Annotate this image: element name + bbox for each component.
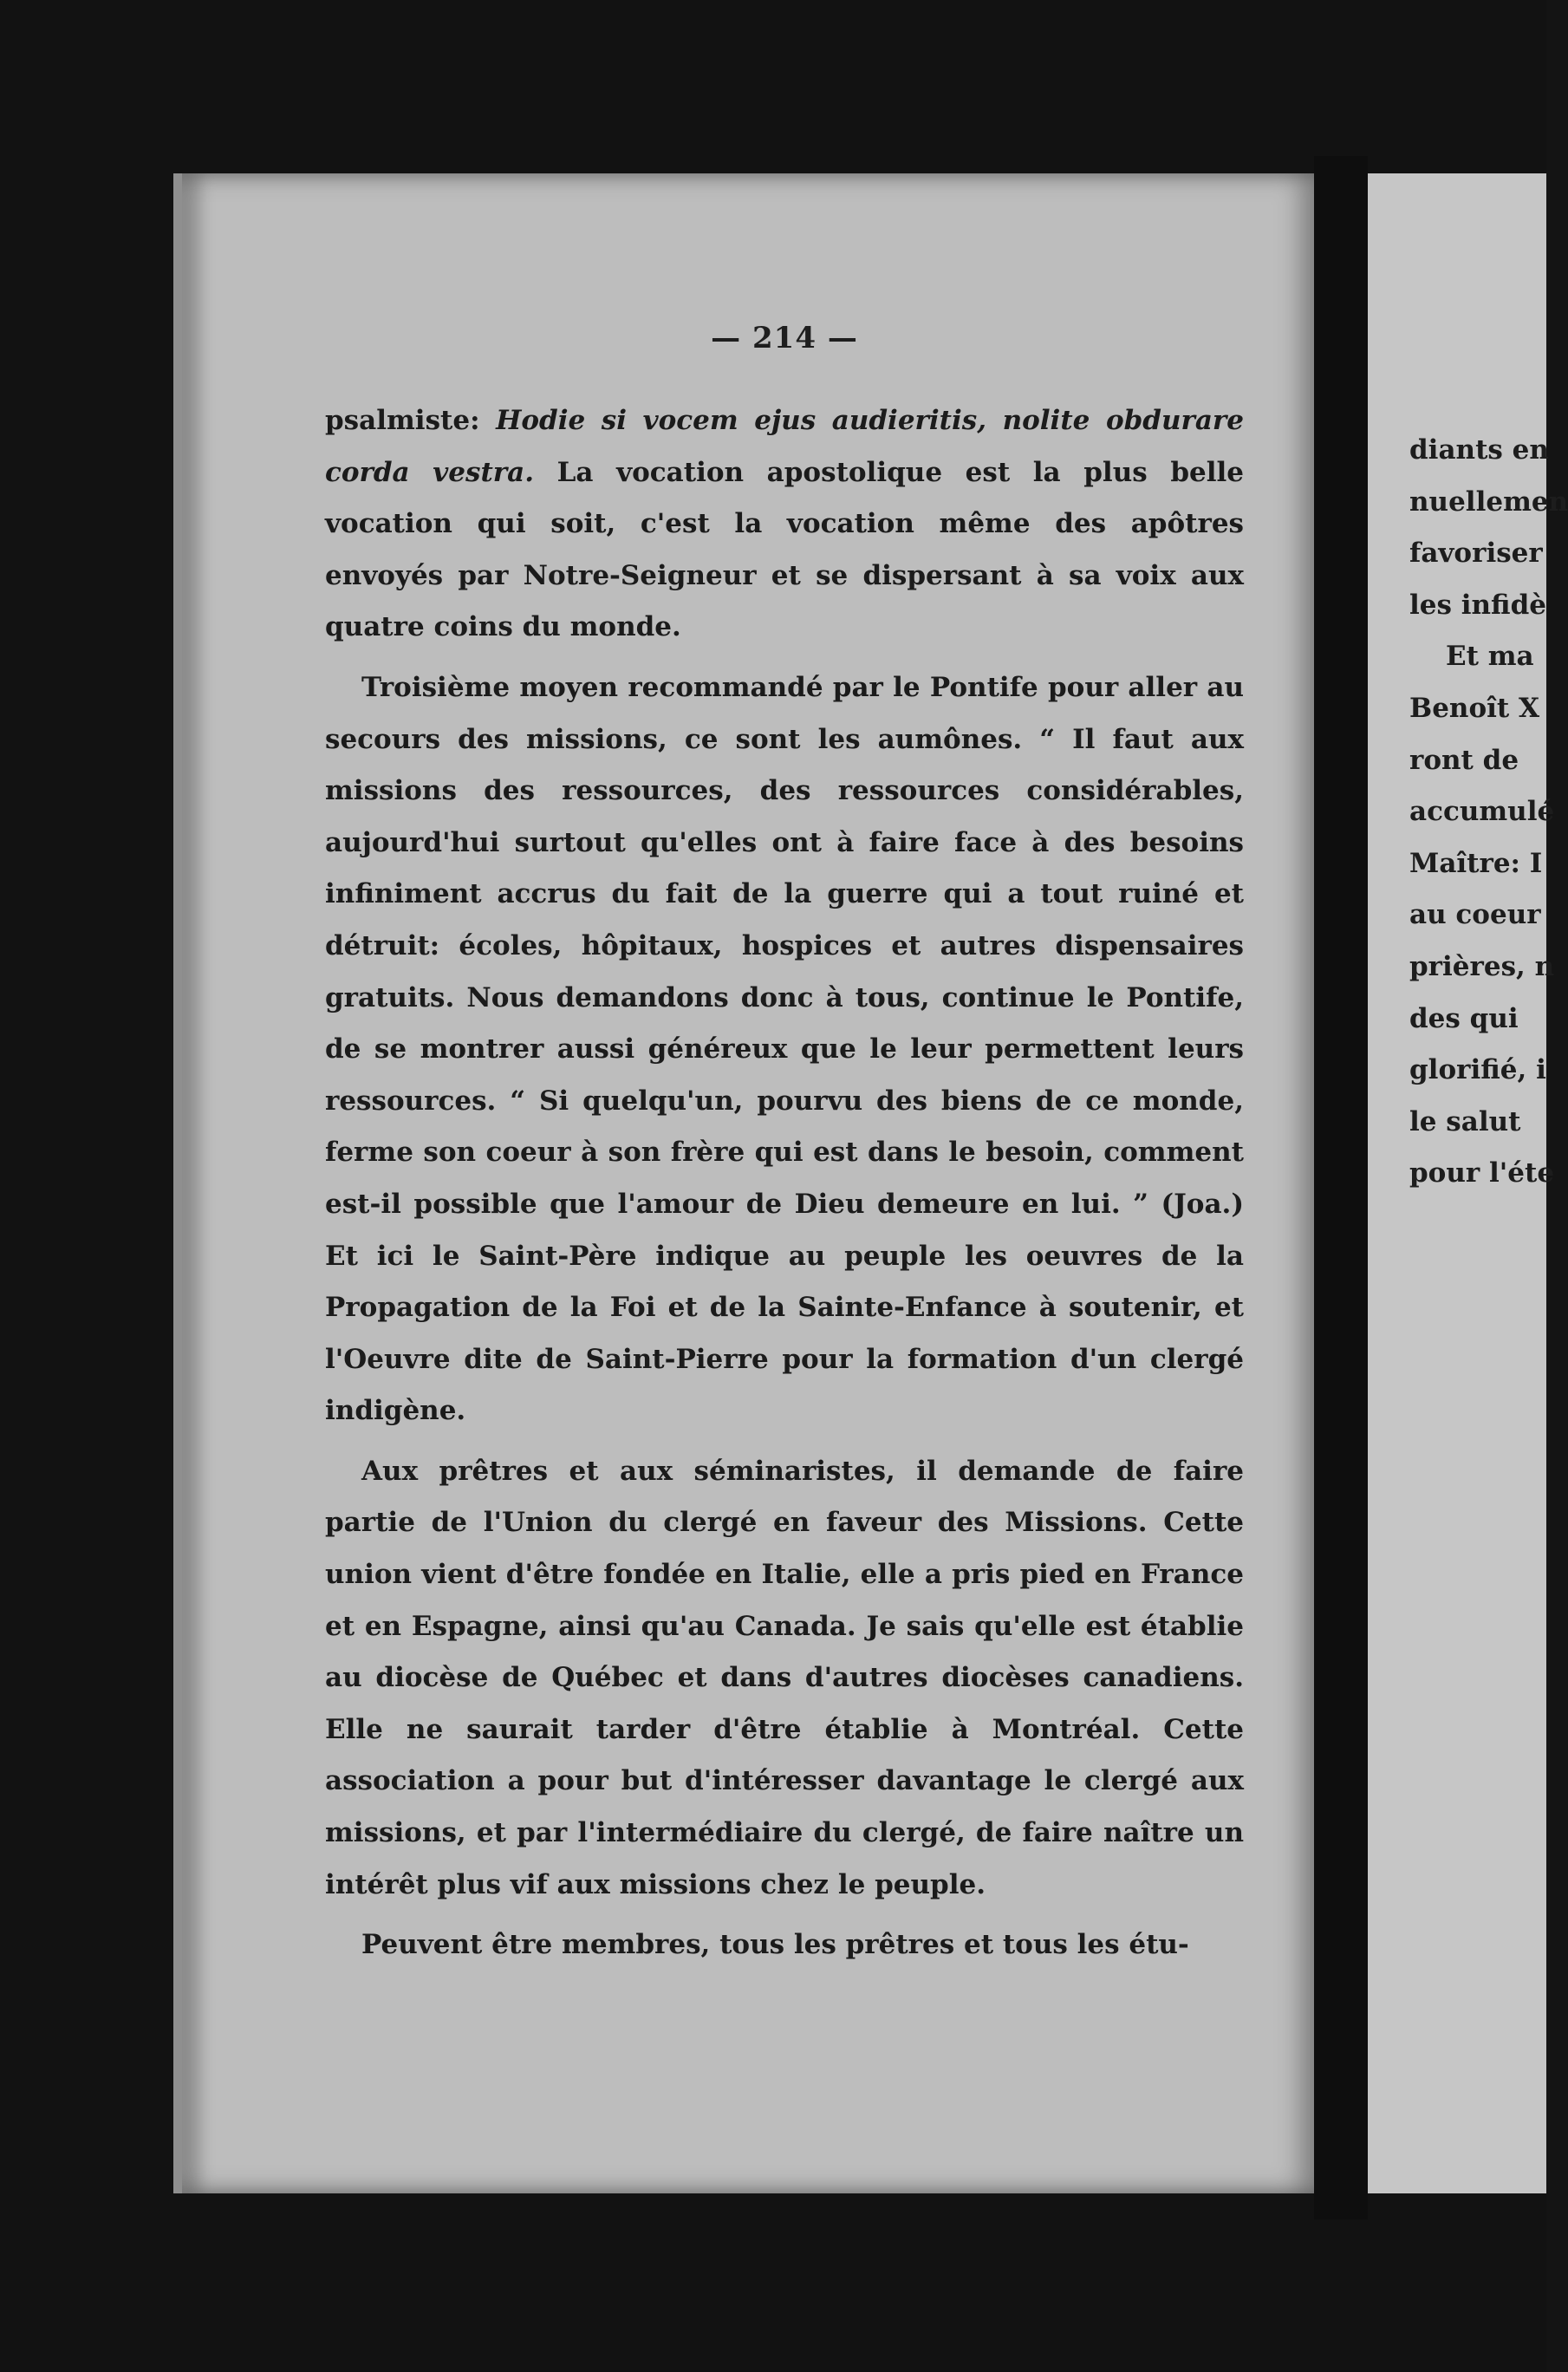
facing-page-line: des qui (1409, 1002, 1519, 1034)
facing-page-line: pour l'éte (1409, 1157, 1555, 1189)
paragraph (325, 395, 1244, 654)
facing-page (1368, 173, 1568, 2193)
facing-page-text (1409, 425, 1568, 1200)
paragraph-text: psalmiste: (325, 405, 497, 436)
facing-page-line: nuellemen (1409, 485, 1568, 518)
facing-page-line: les infidè (1409, 589, 1546, 621)
facing-page-line: Benoît X (1409, 692, 1540, 724)
paragraph (325, 1446, 1244, 1911)
page-content (325, 321, 1244, 1971)
book-page (173, 173, 1323, 2193)
paragraph (325, 1919, 1244, 1971)
facing-page-line: ront de (1409, 744, 1519, 776)
page-body (325, 395, 1244, 1971)
facing-page-line: accumulé (1409, 796, 1555, 828)
latin-quotation: Hodie si vocem ejus audieritis, nolite obdurare corda vestra. (325, 405, 1244, 488)
paragraph-text: Troisième moyen recommandé par le Pontife pour aller au secours des missions, ce sont les aumônes. “ Il faut aux missions des ressources, des ressources considérables, aujourd'hui surtout qu'elles ont à faire face à des besoins infiniment accrus du fait de la guerre qui a tout ruiné et détruit: écoles, hôpitaux, hospices et autres dispensaires gratuits. Nous demandons donc à tous, continue le Pontife, de se montrer aussi généreux que le leur permettent leurs ressources. “ Si quelqu'un, pourvu des biens de ce monde, ferme son coeur à son frère qui est dans le besoin, comment est-il possible que l'amour de Dieu demeure en lui. ” (Joa.) Et ici le Saint-Père indique au peuple les oeuvres de la Propagation de la Foi et de la Sainte-Enfance à soutenir, et l'Oeuvre dite de Saint-Pierre pour la formation d'un clergé indigène. (325, 671, 1244, 1427)
paragraph (325, 662, 1244, 1437)
facing-page-line: diants en (1409, 434, 1549, 466)
paragraph-text: Aux prêtres et aux séminaristes, il demande de faire partie de l'Union du clergé en faveur des Missions. Cette union vient d'être fondée en Italie, elle a pris pied en France et en Espagne, ainsi qu'au Canada. Je sais qu'elle est établie au diocèse de Québec et dans d'autres diocèses canadiens. Elle ne saurait tarder d'être établie à Montréal. Cette association a pour but d'intéresser davantage le clergé aux missions, et par l'intermédiaire du clergé, de faire naître un intérêt plus vif aux missions chez le peuple. (325, 1455, 1244, 1900)
facing-page-line: Maître: I (1409, 847, 1543, 879)
paragraph-text: Peuvent être membres, tous les prêtres et tous les étu- (361, 1929, 1189, 1961)
facing-page-line: le salut (1409, 1105, 1521, 1137)
facing-page-line: prières, n (1409, 950, 1555, 982)
book-gutter (1314, 156, 1368, 2219)
facing-page-line: glorifié, i (1409, 1054, 1546, 1086)
facing-page-line: Et ma (1446, 641, 1534, 673)
facing-page-line: au coeur (1409, 899, 1541, 931)
facing-page-line: favoriser (1409, 538, 1543, 570)
paragraph-text: La vocation apostolique est la plus belle vocation qui soit, c'est la vocation même des apôtres envoyés par Notre-Seigneur et se dispersant à sa voix aux quatre coins du monde. (325, 456, 1244, 643)
page-number: — 214 — (711, 321, 858, 355)
